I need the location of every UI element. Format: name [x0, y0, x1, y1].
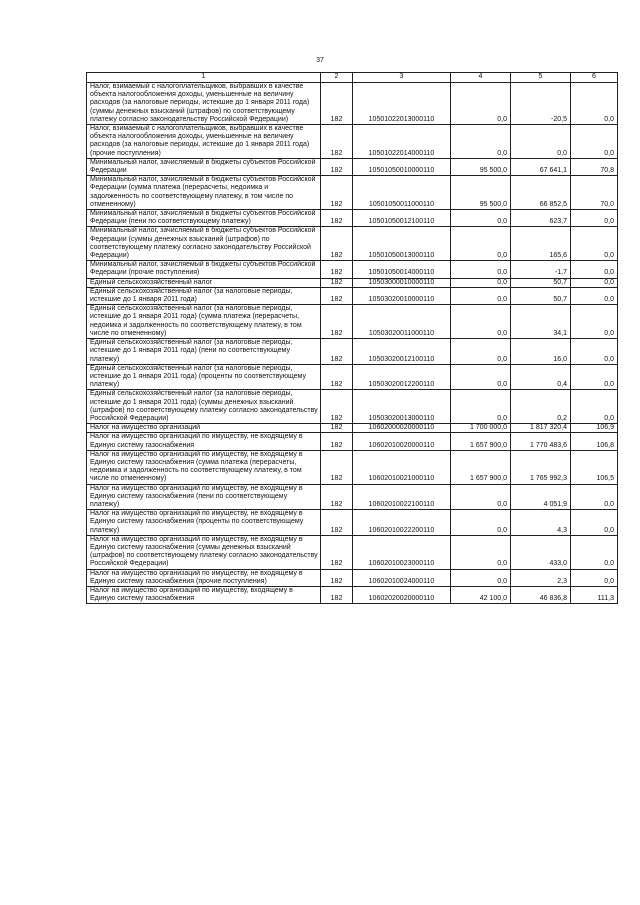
table-row: [87, 569, 618, 586]
row-plan-value: 0,0: [451, 278, 511, 287]
row-percent-value: 0,0: [571, 364, 618, 390]
row-name: Налог, взимаемый с налогоплательщиков, выбравших в качестве объекта налогообложения доходы, уменьшенные на величину расходов (за налоговые периоды, истекшие до 1 января 2011 года) (суммы денежных взысканий (штрафов) по соответствующему платежу согласно законодательству Российской Федерации): [87, 83, 321, 125]
row-actual-value: 66 852,5: [511, 176, 571, 210]
row-percent-value: 0,0: [571, 535, 618, 569]
row-admin-code: 182: [321, 210, 353, 227]
header-col-4: 4: [451, 73, 511, 83]
row-plan-value: 0,0: [451, 83, 511, 125]
table-row: [87, 586, 618, 603]
row-actual-value: 50,7: [511, 287, 571, 304]
row-admin-code: 182: [321, 484, 353, 510]
table-row: [87, 364, 618, 390]
table-row: [87, 305, 618, 339]
table-row: [87, 450, 618, 484]
row-budget-code: 10602010022100110: [353, 484, 451, 510]
table-row: [87, 83, 618, 125]
table-row: [87, 278, 618, 287]
row-actual-value: 2,3: [511, 569, 571, 586]
row-percent-value: 0,0: [571, 569, 618, 586]
row-budget-code: 10501050011000110: [353, 176, 451, 210]
row-admin-code: 182: [321, 278, 353, 287]
row-budget-code: 10602010021000110: [353, 450, 451, 484]
row-name: Налог, взимаемый с налогоплательщиков, выбравших в качестве объекта налогообложения доходы, уменьшенные на величину расходов (за налоговые периоды, истекшие до 1 января 2011 года) (прочие поступления): [87, 125, 321, 159]
row-percent-value: 0,0: [571, 390, 618, 424]
row-actual-value: 0,4: [511, 364, 571, 390]
row-actual-value: 4 051,9: [511, 484, 571, 510]
row-admin-code: 182: [321, 227, 353, 261]
table-row: [87, 484, 618, 510]
row-plan-value: 95 500,0: [451, 158, 511, 175]
row-admin-code: 182: [321, 176, 353, 210]
row-admin-code: 182: [321, 305, 353, 339]
header-col-1: 1: [87, 73, 321, 83]
row-actual-value: 1 765 992,3: [511, 450, 571, 484]
row-admin-code: 182: [321, 364, 353, 390]
row-percent-value: 0,0: [571, 278, 618, 287]
row-actual-value: 433,0: [511, 535, 571, 569]
row-percent-value: 70,8: [571, 158, 618, 175]
row-actual-value: 623,7: [511, 210, 571, 227]
row-budget-code: 10602010024000110: [353, 569, 451, 586]
row-budget-code: 10501050013000110: [353, 227, 451, 261]
row-admin-code: 182: [321, 510, 353, 536]
row-actual-value: 0,2: [511, 390, 571, 424]
table-row: [87, 261, 618, 278]
table-row: [87, 339, 618, 365]
row-name: Минимальный налог, зачисляемый в бюджеты субъектов Российской Федерации (пени по соответствующему платежу): [87, 210, 321, 227]
row-admin-code: 182: [321, 535, 353, 569]
header-col-3: 3: [353, 73, 451, 83]
header-col-6: 6: [571, 73, 618, 83]
row-plan-value: 0,0: [451, 261, 511, 278]
header-col-2: 2: [321, 73, 353, 83]
row-budget-code: 10503020012100110: [353, 339, 451, 365]
row-percent-value: 0,0: [571, 83, 618, 125]
row-actual-value: 1 817 320,4: [511, 424, 571, 433]
row-plan-value: 0,0: [451, 390, 511, 424]
row-plan-value: 0,0: [451, 484, 511, 510]
revenue-table-container: [86, 72, 617, 604]
row-name: Минимальный налог, зачисляемый в бюджеты субъектов Российской Федерации (сумма платежа (перерасчеты, недоимка и задолженность по соответствующему платежу, в том числе по отмененному): [87, 176, 321, 210]
row-percent-value: 0,0: [571, 484, 618, 510]
row-admin-code: 182: [321, 450, 353, 484]
row-admin-code: 182: [321, 433, 353, 450]
row-actual-value: 16,0: [511, 339, 571, 365]
row-budget-code: 10602010022200110: [353, 510, 451, 536]
row-admin-code: 182: [321, 261, 353, 278]
table-body: [87, 83, 618, 604]
row-plan-value: 0,0: [451, 227, 511, 261]
row-admin-code: 182: [321, 569, 353, 586]
row-plan-value: 0,0: [451, 364, 511, 390]
row-percent-value: 70,0: [571, 176, 618, 210]
row-budget-code: 10602010023000110: [353, 535, 451, 569]
table-row: [87, 535, 618, 569]
row-plan-value: 0,0: [451, 287, 511, 304]
row-plan-value: 0,0: [451, 339, 511, 365]
row-admin-code: 182: [321, 586, 353, 603]
row-plan-value: 1 657 900,0: [451, 433, 511, 450]
row-percent-value: 106,9: [571, 424, 618, 433]
header-row: [87, 73, 618, 83]
table-row: [87, 433, 618, 450]
table-row: [87, 176, 618, 210]
row-budget-code: 10501022013000110: [353, 83, 451, 125]
row-plan-value: 0,0: [451, 535, 511, 569]
row-name: Единый сельскохозяйственный налог: [87, 278, 321, 287]
row-budget-code: 10503020012200110: [353, 364, 451, 390]
row-name: Единый сельскохозяйственный налог (за налоговые периоды, истекшие до 1 января 2011 года) (суммы денежных взысканий (штрафов) по соответствующему платежу согласно законодательству Российской Федерации): [87, 390, 321, 424]
row-admin-code: 182: [321, 83, 353, 125]
row-name: Единый сельскохозяйственный налог (за налоговые периоды, истекшие до 1 января 2011 года): [87, 287, 321, 304]
row-plan-value: 1 700 000,0: [451, 424, 511, 433]
row-plan-value: 0,0: [451, 305, 511, 339]
table-row: [87, 510, 618, 536]
header-col-5: 5: [511, 73, 571, 83]
row-name: Налог на имущество организаций по имуществу, входящему в Единую систему газоснабжения: [87, 586, 321, 603]
page-number: 37: [316, 57, 324, 64]
row-name: Налог на имущество организаций по имуществу, не входящему в Единую систему газоснабжения (пени по соответствующему платежу): [87, 484, 321, 510]
row-percent-value: 0,0: [571, 210, 618, 227]
row-budget-code: 10602010020000110: [353, 433, 451, 450]
row-budget-code: 10503000010000110: [353, 278, 451, 287]
row-admin-code: 182: [321, 390, 353, 424]
row-plan-value: 95 500,0: [451, 176, 511, 210]
table-row: [87, 287, 618, 304]
row-percent-value: 0,0: [571, 510, 618, 536]
table-row: [87, 227, 618, 261]
row-percent-value: 106,8: [571, 433, 618, 450]
row-percent-value: 0,0: [571, 125, 618, 159]
table-row: [87, 390, 618, 424]
row-name: Налог на имущество организаций: [87, 424, 321, 433]
row-budget-code: 10503020010000110: [353, 287, 451, 304]
row-name: Налог на имущество организаций по имуществу, не входящему в Единую систему газоснабжения (сумма платежа (перерасчеты, недоимка и задолженность по соответствующему платежу, в том числе по отмененному): [87, 450, 321, 484]
row-budget-code: 10501022014000110: [353, 125, 451, 159]
row-actual-value: 1 770 483,6: [511, 433, 571, 450]
row-actual-value: 50,7: [511, 278, 571, 287]
row-plan-value: 1 657 900,0: [451, 450, 511, 484]
row-budget-code: 10501050010000110: [353, 158, 451, 175]
row-budget-code: 10602000020000110: [353, 424, 451, 433]
row-admin-code: 182: [321, 125, 353, 159]
row-name: Налог на имущество организаций по имуществу, не входящему в Единую систему газоснабжения (прочие поступления): [87, 569, 321, 586]
row-name: Единый сельскохозяйственный налог (за налоговые периоды, истекшие до 1 января 2011 года) (проценты по соответствующему платежу): [87, 364, 321, 390]
row-plan-value: 42 100,0: [451, 586, 511, 603]
row-percent-value: 0,0: [571, 287, 618, 304]
row-percent-value: 0,0: [571, 339, 618, 365]
row-actual-value: 34,1: [511, 305, 571, 339]
row-budget-code: 10503020013000110: [353, 390, 451, 424]
row-name: Единый сельскохозяйственный налог (за налоговые периоды, истекшие до 1 января 2011 года) (пени по соответствующему платежу): [87, 339, 321, 365]
row-actual-value: 4,3: [511, 510, 571, 536]
table-row: [87, 125, 618, 159]
row-percent-value: 0,0: [571, 261, 618, 278]
row-actual-value: 46 836,8: [511, 586, 571, 603]
row-budget-code: 10501050012100110: [353, 210, 451, 227]
row-name: Минимальный налог, зачисляемый в бюджеты субъектов Российской Федерации (суммы денежных взысканий (штрафов) по соответствующему платежу согласно законодательству Российской Федерации): [87, 227, 321, 261]
row-percent-value: 0,0: [571, 305, 618, 339]
table-row: [87, 424, 618, 433]
row-name: Минимальный налог, зачисляемый в бюджеты субъектов Российской Федерации (прочие поступления): [87, 261, 321, 278]
revenue-table: [86, 72, 618, 604]
row-actual-value: 165,6: [511, 227, 571, 261]
row-percent-value: 106,5: [571, 450, 618, 484]
row-actual-value: -20,5: [511, 83, 571, 125]
row-percent-value: 111,3: [571, 586, 618, 603]
row-admin-code: 182: [321, 339, 353, 365]
row-name: Налог на имущество организаций по имуществу, не входящему в Единую систему газоснабжения (суммы денежных взысканий (штрафов) по соответствующему платежу согласно законодательству Российской Федерации): [87, 535, 321, 569]
row-plan-value: 0,0: [451, 210, 511, 227]
row-name: Налог на имущество организаций по имуществу, не входящему в Единую систему газоснабжения: [87, 433, 321, 450]
row-plan-value: 0,0: [451, 569, 511, 586]
row-plan-value: 0,0: [451, 510, 511, 536]
row-actual-value: 0,0: [511, 125, 571, 159]
row-admin-code: 182: [321, 158, 353, 175]
row-plan-value: 0,0: [451, 125, 511, 159]
table-row: [87, 210, 618, 227]
row-percent-value: 0,0: [571, 227, 618, 261]
row-budget-code: 10501050014000110: [353, 261, 451, 278]
row-actual-value: 67 641,1: [511, 158, 571, 175]
row-name: Минимальный налог, зачисляемый в бюджеты субъектов Российской Федерации: [87, 158, 321, 175]
row-admin-code: 182: [321, 287, 353, 304]
row-budget-code: 10503020011000110: [353, 305, 451, 339]
row-admin-code: 182: [321, 424, 353, 433]
row-name: Налог на имущество организаций по имуществу, не входящему в Единую систему газоснабжения (проценты по соответствующему платежу): [87, 510, 321, 536]
row-budget-code: 10602020020000110: [353, 586, 451, 603]
row-actual-value: -1,7: [511, 261, 571, 278]
row-name: Единый сельскохозяйственный налог (за налоговые периоды, истекшие до 1 января 2011 года) (сумма платежа (перерасчеты, недоимка и задолженность по соответствующему платежу, в том числе по отмененному): [87, 305, 321, 339]
table-row: [87, 158, 618, 175]
